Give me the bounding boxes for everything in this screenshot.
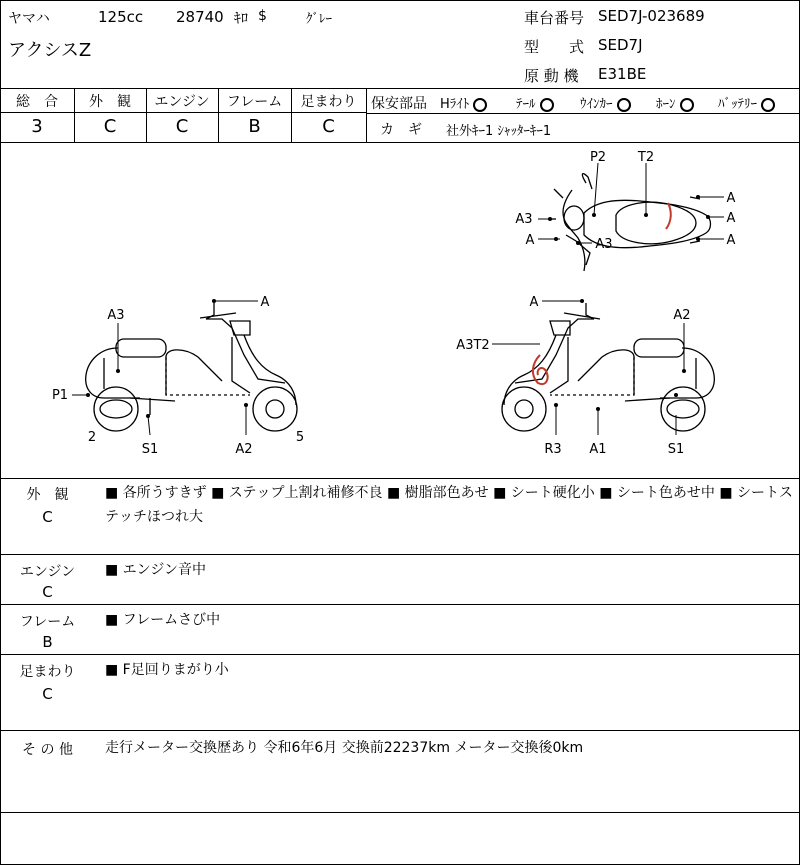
comment-text: ■ エンジン音中	[105, 562, 206, 578]
comment-text: 走行メーター交換歴あり 令和6年6月 交換前22237km メーター交換後0km	[105, 740, 584, 756]
part-headlight	[440, 93, 487, 112]
label-right-a1: A1	[589, 442, 607, 457]
comment-text: ■ F足回りまがり小	[105, 662, 229, 678]
comment-grade: C	[42, 583, 53, 601]
label-left-2: 2	[87, 430, 97, 445]
key-label: カ ギ	[380, 122, 422, 138]
label-top-t2: T2	[637, 150, 655, 165]
label-top-a3-left: A3	[515, 212, 533, 227]
grade-value-frame: B	[248, 116, 261, 137]
frame-number: SED7J-023689	[598, 7, 705, 25]
grade-value-overall: 3	[31, 116, 43, 137]
currency: $	[258, 8, 267, 24]
part-horn	[656, 93, 694, 112]
part-horn-label: ﾎｰﾝ	[656, 97, 676, 112]
grade-header-engine: エンジン	[154, 94, 210, 110]
ok-circle-icon	[761, 98, 775, 112]
label-top-a-r1: A	[726, 191, 736, 206]
grade-header-exterior: 外 観	[89, 94, 131, 110]
engine-label: 原 動 機	[524, 67, 579, 85]
label-top-a3-bottom: A3	[595, 237, 613, 252]
grade-value-exterior: C	[103, 116, 117, 137]
maker: ヤマハ	[8, 11, 50, 27]
label-top-a-r2: A	[726, 211, 736, 226]
label-top-a-left: A	[525, 233, 535, 248]
part-tail	[516, 93, 554, 112]
comment-grade: C	[42, 685, 53, 703]
key-value: 社外ｷｰ1 ｼｬｯﾀｰｷｰ1	[446, 124, 552, 139]
label-top-a-r3: A	[726, 233, 736, 248]
comment-grade: C	[42, 508, 53, 526]
leader-lines	[72, 163, 724, 435]
engine-number: E31BE	[598, 65, 647, 83]
label-top-p2: P2	[589, 150, 607, 165]
part-winker	[580, 93, 631, 112]
label-left-a3: A3	[107, 308, 125, 323]
mileage: 28740	[176, 8, 224, 26]
grade-header-frame: フレーム	[226, 94, 283, 110]
label-left-s1: S1	[141, 442, 159, 457]
label-right-a3t2: A3T2	[456, 338, 490, 353]
label-right-a2: A2	[673, 308, 691, 323]
grade-header-overall: 総 合	[16, 94, 58, 110]
color: ｸﾞﾚｰ	[306, 12, 332, 27]
model-type-label: 型 式	[524, 38, 585, 56]
comment-label: エンジン	[19, 564, 76, 580]
comment-label: 足まわり	[19, 664, 76, 680]
model-name: アクシスZ	[8, 40, 92, 61]
displacement: 125cc	[98, 8, 144, 26]
comment-label: 外 観	[26, 487, 69, 503]
part-winker-label: ｳｲﾝｶｰ	[580, 97, 613, 112]
label-right-r3: R3	[544, 442, 562, 457]
part-tail-label: ﾃｰﾙ	[516, 97, 536, 112]
parts-label: 保安部品	[371, 96, 427, 112]
ok-circle-icon	[473, 98, 487, 112]
ok-circle-icon	[617, 98, 631, 112]
part-battery	[718, 93, 775, 112]
grade-value-suspension: C	[322, 116, 335, 137]
label-left-p1: P1	[51, 388, 69, 403]
grade-header-suspension: 足まわり	[300, 94, 357, 110]
label-left-a2: A2	[235, 442, 253, 457]
grade-value-engine: C	[175, 116, 189, 137]
comment-text: ■ 各所うすきず ■ ステップ上割れ補修不良 ■ 樹脂部色あせ ■ シート硬化小 ■ シート色あせ中 ■ シートステッチほつれ大	[105, 485, 793, 525]
part-headlight-label: Hﾗｲﾄ	[440, 97, 470, 112]
top-view-scooter	[548, 174, 711, 271]
comment-text: ■ フレームさび中	[105, 612, 221, 628]
model-type: SED7J	[598, 36, 643, 54]
frame-number-label: 車台番号	[524, 9, 585, 27]
mileage-unit: ｷﾛ	[234, 11, 248, 27]
comment-grade: B	[42, 633, 53, 651]
label-left-a: A	[260, 295, 270, 310]
comment-label: そ の 他	[22, 742, 73, 758]
label-right-s1: S1	[667, 442, 685, 457]
ok-circle-icon	[680, 98, 694, 112]
comment-label: フレーム	[19, 614, 76, 630]
damage-diagram	[0, 143, 800, 478]
part-battery-label: ﾊﾞｯﾃﾘｰ	[718, 97, 757, 112]
label-left-5: 5	[295, 430, 305, 445]
ok-circle-icon	[540, 98, 554, 112]
label-right-a: A	[529, 295, 539, 310]
